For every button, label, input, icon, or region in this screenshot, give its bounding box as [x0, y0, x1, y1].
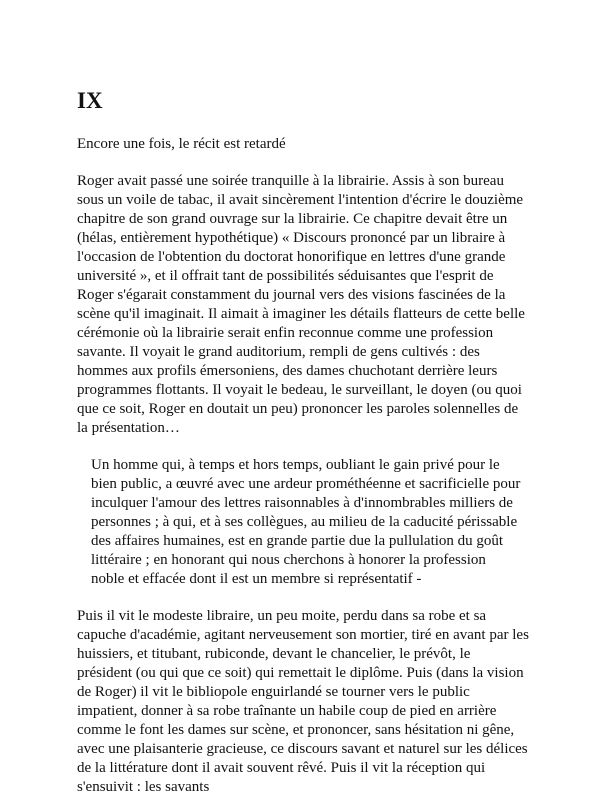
chapter-number: IX: [77, 88, 103, 113]
page-content: [77, 88, 529, 797]
chapter-subtitle: Encore une fois, le récit est retardé: [77, 136, 286, 152]
block-quote: Un homme qui, à temps et hors temps, oubliant le gain privé pour le bien public, a œuvré avec une ardeur prométhéenne et sacrificielle pour inculquer l'amour des lettres raisonnables à d'innombrables milliers de personnes ; à qui, et à ses collègues, au milieu de la caducité périssable des affaires humaines, est en grande partie due la pullulation du goût littéraire ; en honorant qui nous cherchons à honorer la profession noble et effacée dont il est un membre si représentatif -: [91, 457, 521, 587]
body-paragraph: Roger avait passé une soirée tranquille à la librairie. Assis à son bureau sous un voile de tabac, il avait sincèrement l'intention d'écrire le douzième chapitre de son grand ouvrage sur la librairie. Ce chapitre devait être un (hélas, entièrement hypothétique) « Discours prononcé par un libraire à l'occasion de l'obtention du doctorat honorifique en lettres d'une grande université », et il offrait tant de possibilités séduisantes que l'esprit de Roger s'égarait constamment du journal vers des visions fascinées de la scène qu'il imaginait. Il aimait à imaginer les détails flatteurs de cette belle cérémonie où la librairie serait enfin reconnue comme une profession savante. Il voyait le grand auditorium, rempli de gens cultivés : des hommes aux profils émersoniens, des dames chuchotant derrière leurs programmes flottants. Il voyait le bedeau, le surveillant, le doyen (ou quoi que ce soit, Roger en doutait un peu) prononcer les paroles solennelles de la présentation…: [77, 173, 525, 436]
body-paragraph: Puis il vit le modeste libraire, un peu moite, perdu dans sa robe et sa capuche d'académie, agitant nerveusement son mortier, tiré en avant par les huissiers, et titubant, rubiconde, devant le chancelier, le prévôt, le président (ou qui que ce soit) qui remettait le diplôme. Puis (dans la vision de Roger) il vit le bibliopole enguirlandé se tourner vers le public impatient, donner à sa robe traînante un habile coup de pied en arrière comme le font les dames sur scène, et prononcer, sans hésitation ni gêne, avec une plaisanterie gracieuse, ce discours savant et naturel sur les délices de la littérature dont il avait souvent rêvé. Puis il vit la réception qui s'ensuivit : les savants: [77, 608, 529, 795]
